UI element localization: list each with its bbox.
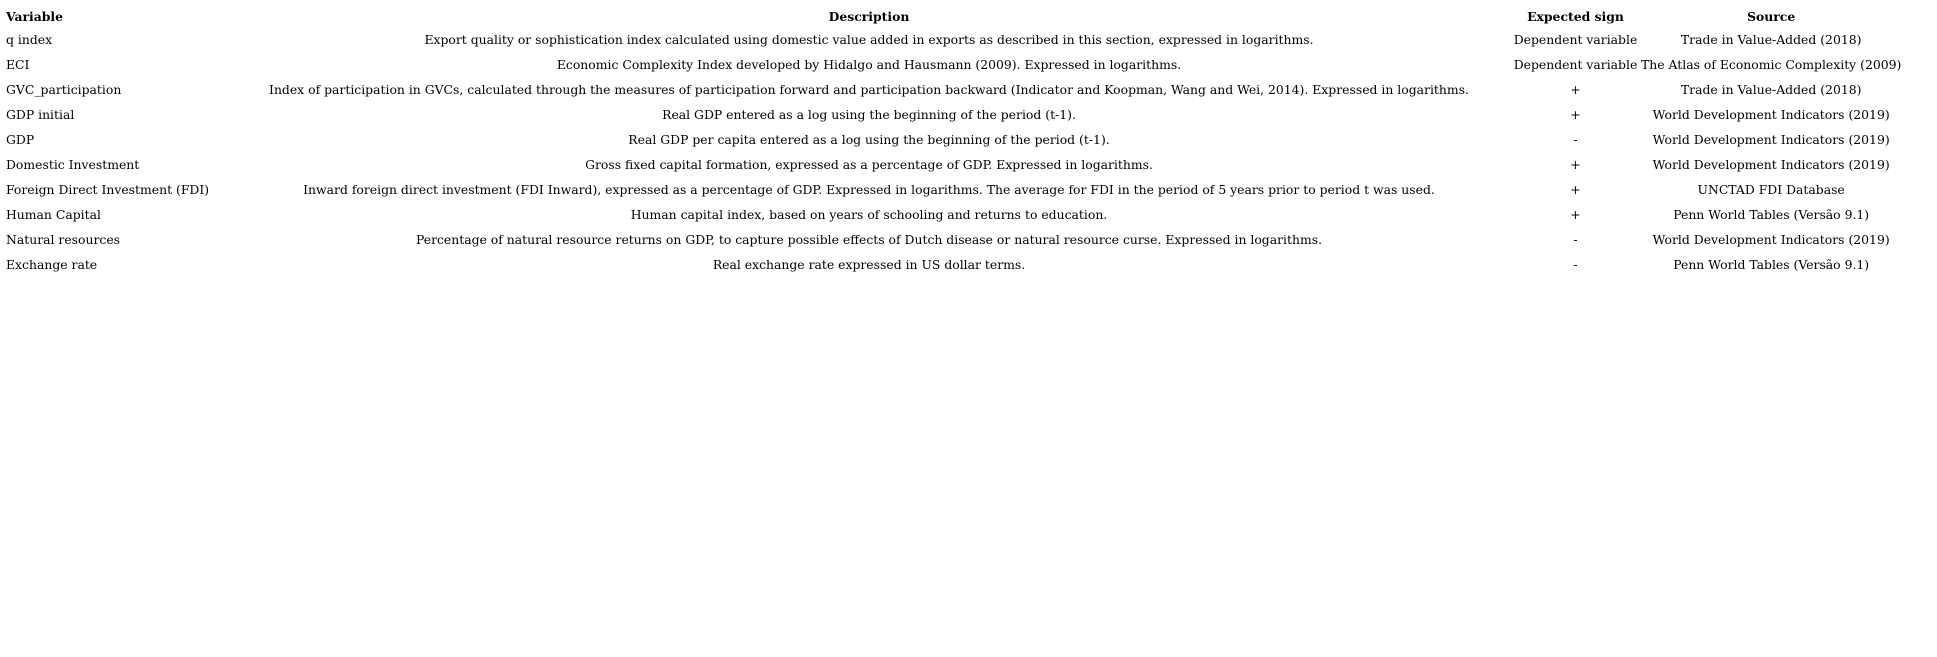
cell-variable: q index [6,32,53,47]
cell-source: The Atlas of Economic Complexity (2009) [1641,57,1902,72]
cell-expected-sign: - [1573,257,1578,272]
cell-variable: Natural resources [6,232,121,247]
table-row [6,102,1901,127]
table-row [6,202,1901,227]
cell-variable: Human Capital [6,207,101,222]
cell-expected-sign: - [1573,132,1578,147]
cell-source: World Development Indicators (2019) [1652,132,1890,147]
cell-source: Penn World Tables (Versão 9.1) [1673,257,1870,272]
cell-description: Human capital index, based on years of schooling and returns to education. [630,207,1108,222]
cell-description: Real exchange rate expressed in US dollar terms. [712,257,1026,272]
cell-source: Trade in Value-Added (2018) [1680,32,1862,47]
cell-source: World Development Indicators (2019) [1652,232,1890,247]
cell-source: World Development Indicators (2019) [1652,157,1890,172]
cell-description: Real GDP entered as a log using the beginning of the period (t-1). [662,107,1076,122]
header-row [6,7,1901,27]
table-body [6,27,1901,277]
cell-description: Export quality or sophistication index calculated using domestic value added in exports as described in this section, expressed in logarithms. [424,32,1314,47]
cell-source: World Development Indicators (2019) [1652,107,1890,122]
cell-description: Inward foreign direct investment (FDI Inward), expressed as a percentage of GDP. Expressed in logarithms. The average for FDI in the period of 5 years prior to period t was used. [303,182,1435,197]
table-row [6,177,1901,202]
cell-source: Trade in Value-Added (2018) [1680,82,1862,97]
table-row [6,227,1901,252]
cell-description: Economic Complexity Index developed by Hidalgo and Hausmann (2009). Expressed in logarithms. [556,57,1182,72]
cell-variable: ECI [6,57,30,72]
cell-description: Gross fixed capital formation, expressed as a percentage of GDP. Expressed in logarithms. [585,157,1153,172]
cell-expected-sign: - [1573,232,1578,247]
cell-expected-sign: + [1570,82,1581,97]
cell-expected-sign: + [1570,157,1581,172]
cell-expected-sign: Dependent variable [1513,57,1638,72]
cell-variable: Foreign Direct Investment (FDI) [6,182,210,197]
cell-source: Penn World Tables (Versão 9.1) [1673,207,1870,222]
cell-expected-sign: + [1570,107,1581,122]
table-row [6,27,1901,52]
table-row [6,77,1901,102]
cell-expected-sign: Dependent variable [1513,32,1638,47]
cell-variable: GDP [6,132,35,147]
cell-expected-sign: + [1570,182,1581,197]
header-source: Source [1747,9,1796,24]
header-variable: Variable [6,9,64,24]
table-row [6,252,1901,277]
table-row [6,127,1901,152]
cell-expected-sign: + [1570,207,1581,222]
cell-description: Real GDP per capita entered as a log using the beginning of the period (t-1). [628,132,1110,147]
table-row [6,52,1901,77]
cell-description: Percentage of natural resource returns on GDP, to capture possible effects of Dutch disease or natural resource curse. Expressed in logarithms. [415,232,1323,247]
cell-description: Index of participation in GVCs, calculated through the measures of participation forward and participation backward (Indicator and Koopman, Wang and Wei, 2014). Expressed in logarithms. [269,82,1469,97]
cell-variable: Domestic Investment [6,157,140,172]
table-row [6,152,1901,177]
table-header [6,7,1901,27]
cell-source: UNCTAD FDI Database [1697,182,1845,197]
cell-variable: Exchange rate [6,257,98,272]
header-expected-sign: Expected sign [1527,9,1624,24]
variables-table [6,7,1901,277]
cell-variable: GDP initial [6,107,75,122]
header-description: Description [828,9,910,24]
cell-variable: GVC_participation [6,82,122,97]
